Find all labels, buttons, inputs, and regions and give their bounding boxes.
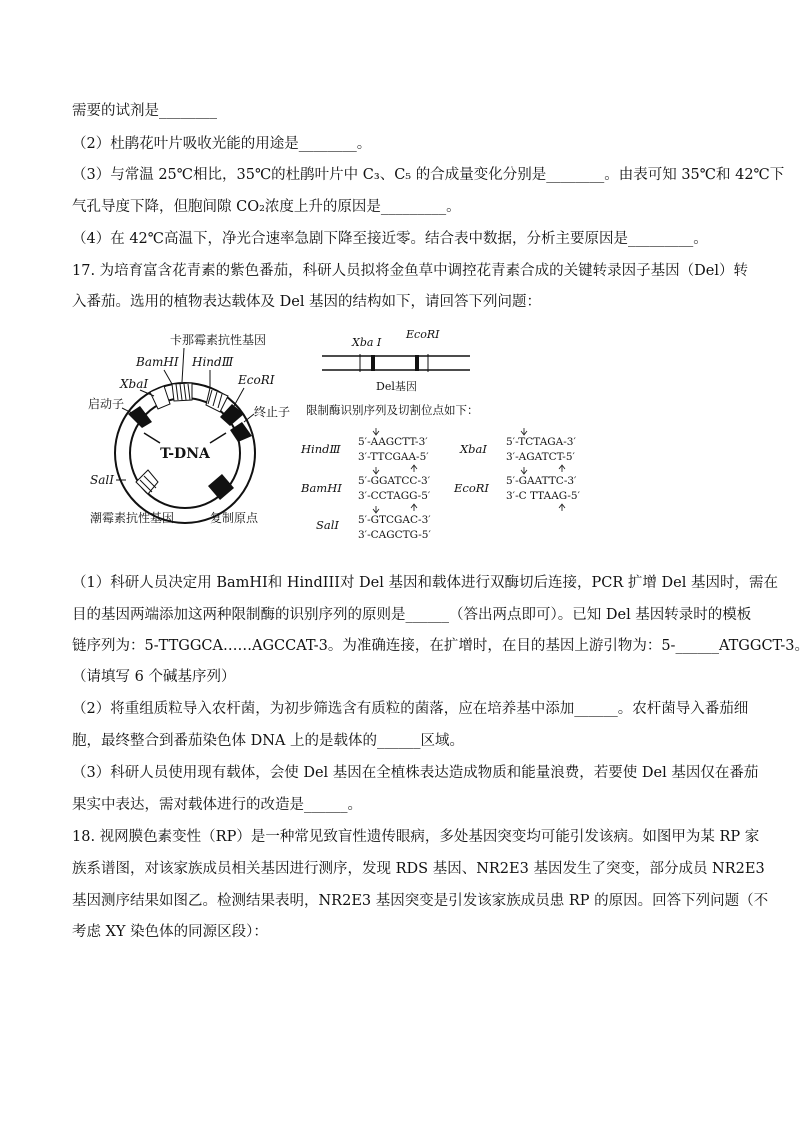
svg-text:5′-GAATTC-3′: 5′-GAATTC-3′: [506, 475, 577, 487]
plasmid-map: [115, 383, 255, 523]
ori-block: [208, 474, 234, 500]
text-line: 气孔导度下降，但胞间隙 CO₂浓度上升的原因是_________。: [72, 199, 461, 215]
text-line: 基因测序结果如图乙。检测结果表明，NR2E3 基因突变是引发该家族成员患 RP 的原因。回答下列问题（不: [72, 893, 769, 909]
promoter-label: 启动子: [88, 397, 125, 411]
question-17-heading: 17. 为培育富含花青素的紫色番茄，科研人员拟将金鱼草中调控花青素合成的关键转录因子基因（Del）转: [72, 263, 749, 279]
enzyme-ecori: [453, 467, 581, 511]
text-line: （请填写 6 个碱基序列）: [72, 669, 236, 685]
kan-resistance-label: 卡那霉素抗性基因: [170, 333, 267, 347]
del-ecori-label: EcoRⅠ: [406, 328, 440, 341]
text-line: （4）在 42℃高温下，净光合速率急剧下降至接近零。结合表中数据，分析主要原因是_________。: [72, 231, 708, 247]
svg-text:5′-TCTAGA-3′: 5′-TCTAGA-3′: [506, 436, 576, 448]
text-line: 考虑 XY 染色体的同源区段）：: [72, 924, 268, 940]
svg-text:3′-TTCGAA-5′: 3′-TTCGAA-5′: [358, 451, 429, 463]
del-gene-label: Del基因: [376, 380, 417, 393]
del-gene-map: [322, 328, 470, 393]
svg-text:5′-GGATCC-3′: 5′-GGATCC-3′: [358, 475, 431, 487]
svg-text:SalⅠ: SalⅠ: [316, 518, 339, 532]
svg-text:HindⅢ: HindⅢ: [301, 442, 341, 456]
enzyme-hindiii: [300, 428, 429, 472]
del-xbai-label: Xba Ⅰ: [352, 336, 382, 349]
hindiii-label: HindⅢ: [192, 355, 234, 369]
svg-text:3′-CCTAGG-5′: 3′-CCTAGG-5′: [358, 490, 431, 502]
text-line: 需要的试剂是________: [72, 103, 217, 119]
hyg-resistance-label: 潮霉素抗性基因: [90, 511, 175, 525]
text-line: （1）科研人员决定用 BamHI和 HindIII对 Del 基因和载体进行双酶切后连接，PCR 扩增 Del 基因时，需在: [72, 575, 778, 591]
vector-diagram: [60, 318, 620, 543]
text-line: （2）杜鹃花叶片吸收光能的用途是________。: [72, 136, 372, 152]
enzyme-xbai: [459, 428, 576, 472]
hyg-resistance-block: [136, 470, 158, 494]
text-line: 胞，最终整合到番茄染色体 DNA 上的是载体的______区域。: [72, 733, 465, 749]
text-line: 入番茄。选用的植物表达载体及 Del 基因的结构如下，请回答下列问题：: [72, 294, 542, 310]
svg-text:5′-AAGCTT-3′: 5′-AAGCTT-3′: [358, 436, 428, 448]
question-18-heading: 18. 视网膜色素变性（RP）是一种常见致盲性遗传眼病，多处基因突变均可能引发该病。如图甲为某 RP 家: [72, 829, 760, 845]
sali-label: SalⅠ: [90, 473, 114, 487]
ecori-site-block: [220, 404, 244, 426]
text-line: （3）科研人员使用现有载体，会使 Del 基因在全植株表达造成物质和能量浪费，若要使 Del 基因仅在番茄: [72, 765, 759, 781]
text-line: （3）与常温 25℃相比，35℃的杜鹃叶片中 C₃、C₅ 的合成量变化分别是________。由表可知 35℃和 42℃下: [72, 167, 785, 183]
svg-text:EcoRⅠ: EcoRⅠ: [454, 481, 489, 495]
svg-text:BamHⅠ: BamHⅠ: [301, 481, 342, 495]
svg-text:5′-GTCGAC-3′: 5′-GTCGAC-3′: [358, 514, 431, 526]
svg-text:3′-CAGCTG-5′: 3′-CAGCTG-5′: [358, 529, 431, 541]
text-line: 链序列为：5-TTGGCA……AGCCAT-3。为准确连接，在扩增时，在目的基因上游引物为：5-______ATGGCT-3。: [72, 638, 809, 654]
svg-text:3′-AGATCT-5′: 3′-AGATCT-5′: [506, 451, 575, 463]
xbai-label: XbaⅠ: [120, 377, 149, 391]
enzyme-table-title: 限制酶识别序列及切割位点如下：: [306, 403, 479, 417]
text-line: （2）将重组质粒导入农杆菌，为初步筛选含有质粒的菌落，应在培养基中添加______。农杆菌导入番茄细: [72, 701, 749, 717]
t-dna-label: T-DNA: [160, 446, 210, 462]
ecori-label: EcoRⅠ: [238, 373, 275, 387]
svg-text:XbaⅠ: XbaⅠ: [460, 442, 487, 456]
enzyme-bamhi: [300, 467, 431, 511]
text-line: 族系谱图，对该家族成员相关基因进行测序，发现 RDS 基因、NR2E3 基因发生了突变，部分成员 NR2E3: [72, 861, 765, 877]
svg-text:3′-C TTAAG-5′: 3′-C TTAAG-5′: [506, 490, 580, 502]
text-line: 果实中表达，需对载体进行的改造是______。: [72, 797, 362, 813]
enzyme-sali: [316, 506, 431, 541]
terminator-label: 终止子: [254, 405, 291, 419]
ori-label: 复制原点: [210, 511, 259, 525]
text-line: 目的基因两端添加这两种限制酶的识别序列的原则是______（答出两点即可）。已知 Del 基因转录时的模板: [72, 607, 752, 623]
bamhi-label: BamHⅠ: [136, 355, 179, 369]
xbai-site-block: [150, 386, 170, 409]
